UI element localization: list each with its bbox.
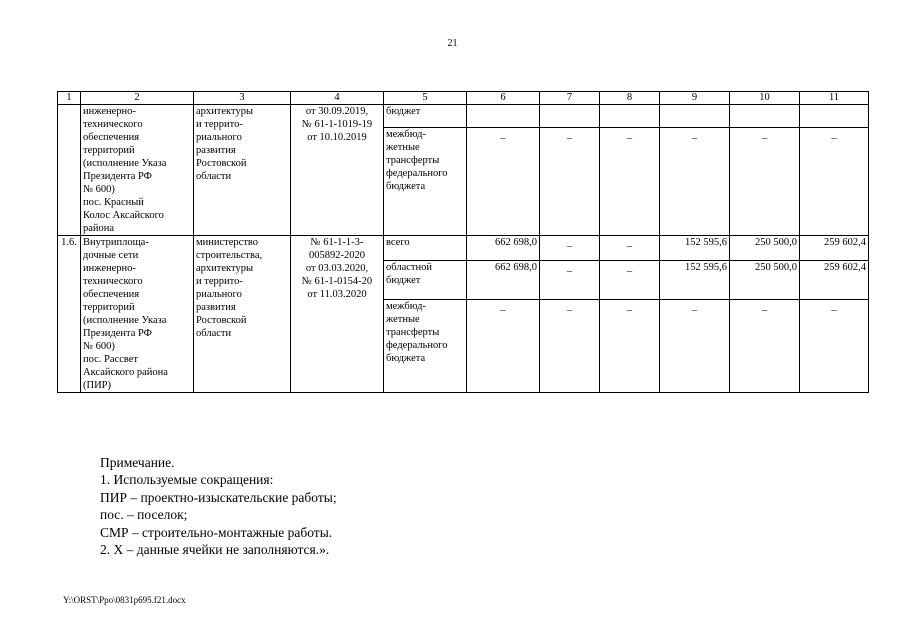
text-line: строительства, (196, 250, 263, 261)
value-cell: 250 500,0 (730, 261, 800, 299)
text-line: межбюд- (386, 128, 426, 140)
text-line: Ростовской (196, 158, 247, 169)
text-line: области (196, 171, 232, 182)
object-name (83, 105, 191, 235)
text-line: пос. Рассвет (83, 354, 139, 365)
text-line: Аксайского района (83, 367, 168, 378)
column-header: 3 (194, 92, 291, 105)
notes-title: Примечание. (100, 455, 175, 470)
text-line: от 03.03.2020, (305, 263, 369, 274)
row-number-cell: 1.6. (58, 236, 81, 393)
text-line: инженерно- (83, 263, 136, 274)
text-line: Колос Аксайского (83, 210, 164, 221)
text-line: архитектуры (196, 106, 253, 117)
note-line: 2. X – данные ячейки не заполняются.». (100, 542, 330, 558)
value-cell (600, 105, 660, 128)
funding-source (386, 128, 464, 193)
document-ref (293, 105, 381, 144)
text-line: № 600) (83, 184, 115, 195)
text-line: межбюд- (386, 300, 426, 312)
funding-source (386, 261, 464, 287)
value-cell: – (600, 261, 660, 299)
text-line: (исполнение Указа (83, 315, 167, 326)
text-line: развития (196, 302, 236, 313)
document-ref (293, 236, 381, 301)
text-line: Внутриплоща- (83, 237, 149, 248)
value-cell: – (730, 299, 800, 392)
object-name-cell (81, 105, 194, 236)
file-path-footer: Y:\ORST\Ppo\0831p695.f21.docx (63, 595, 186, 605)
text-line: федерального (386, 339, 448, 351)
text-line: Ростовской (196, 315, 247, 326)
executor-cell (194, 105, 291, 236)
text-line: от 11.03.2020 (307, 289, 367, 300)
funding-source-cell (384, 105, 467, 128)
value-cell: – (660, 299, 730, 392)
text-line: дочные сети (83, 250, 139, 261)
text-line: № 600) (83, 341, 115, 352)
value-cell: – (800, 299, 869, 392)
text-line: жетные (386, 141, 420, 153)
text-line: № 61-1-0154-20 (301, 276, 373, 287)
text-line: областной (386, 262, 432, 274)
text-line: бюджет (386, 275, 421, 287)
funding-source (386, 300, 464, 365)
value-cell: – (540, 236, 600, 261)
object-name (83, 236, 191, 392)
note-line: ПИР – проектно-изыскательские работы; (100, 489, 337, 505)
table-row (58, 105, 869, 128)
text-line: обеспечения (83, 132, 140, 143)
value-cell: – (600, 299, 660, 392)
column-header: 1 (58, 92, 81, 105)
text-line: риального (196, 289, 242, 300)
column-header: 9 (660, 92, 730, 105)
value-cell: – (800, 127, 869, 235)
column-header: 8 (600, 92, 660, 105)
text-line: развития (196, 145, 236, 156)
text-line: архитектуры (196, 263, 253, 274)
text-line: технического (83, 119, 143, 130)
text-line: федерального (386, 167, 448, 179)
value-cell: 259 602,4 (800, 236, 869, 261)
column-header: 4 (291, 92, 384, 105)
text-line: технического (83, 276, 143, 287)
text-line: бюджета (386, 180, 426, 192)
page-number: 21 (447, 38, 458, 49)
column-header: 5 (384, 92, 467, 105)
text-line: пос. Красный (83, 197, 144, 208)
text-line: и террито- (196, 276, 243, 287)
text-line: района (83, 223, 115, 234)
value-cell: 259 602,4 (800, 261, 869, 299)
text-line: трансферты (386, 326, 440, 338)
text-line: риального (196, 132, 242, 143)
text-line: Президента РФ (83, 171, 152, 182)
text-line: трансферты (386, 154, 440, 166)
text-line: (ПИР) (83, 380, 111, 391)
text-line: области (196, 328, 232, 339)
executor (196, 236, 288, 340)
funding-source-cell (384, 261, 467, 299)
value-cell: 662 698,0 (467, 261, 540, 299)
value-cell: – (467, 299, 540, 392)
executor-cell (194, 236, 291, 393)
text-line: инженерно- (83, 106, 136, 117)
funding-source-cell (384, 236, 467, 261)
funding-source-cell (384, 127, 467, 235)
text-line: № 61-1-1019-19 (301, 119, 373, 130)
document-cell (291, 105, 384, 236)
text-line: жетные (386, 313, 420, 325)
value-cell: 152 595,6 (660, 261, 730, 299)
text-line: от 30.09.2019, (305, 106, 369, 117)
note-line: пос. – поселок; (100, 507, 188, 523)
note-line: СМР – строительно-монтажные работы. (100, 524, 333, 540)
text-line: № 61-1-1-3- (310, 237, 364, 248)
value-cell: – (467, 127, 540, 235)
text-line: от 10.10.2019 (307, 132, 367, 143)
text-line: обеспечения (83, 289, 140, 300)
value-cell: – (540, 127, 600, 235)
executor (196, 105, 288, 183)
value-cell (540, 105, 600, 128)
table-body (58, 92, 869, 393)
value-cell: 152 595,6 (660, 236, 730, 261)
text-line: Президента РФ (83, 328, 152, 339)
value-cell (730, 105, 800, 128)
funding-source (386, 105, 464, 118)
note-line: 1. Используемые сокращения: (100, 472, 274, 488)
text-line: территорий (83, 145, 135, 156)
value-cell (800, 105, 869, 128)
row-number-cell (58, 105, 81, 236)
value-cell: – (540, 299, 600, 392)
value-cell: – (600, 127, 660, 235)
table-row (58, 236, 869, 261)
value-cell: – (540, 261, 600, 299)
funding-source-cell (384, 299, 467, 392)
budget-table (57, 91, 869, 393)
value-cell (660, 105, 730, 128)
text-line: (исполнение Указа (83, 158, 167, 169)
funding-source (386, 236, 464, 249)
value-cell: – (600, 236, 660, 261)
value-cell: 662 698,0 (467, 236, 540, 261)
value-cell (467, 105, 540, 128)
value-cell: – (730, 127, 800, 235)
text-line: территорий (83, 302, 135, 313)
column-header: 2 (81, 92, 194, 105)
column-header: 11 (800, 92, 869, 105)
value-cell: 250 500,0 (730, 236, 800, 261)
text-line: министерство (196, 237, 259, 248)
text-line: бюджет (386, 106, 421, 117)
document-cell (291, 236, 384, 393)
text-line: всего (386, 237, 410, 248)
column-header: 7 (540, 92, 600, 105)
column-header: 6 (467, 92, 540, 105)
text-line: бюджета (386, 352, 426, 364)
object-name-cell (81, 236, 194, 393)
header-row (58, 92, 869, 105)
text-line: и террито- (196, 119, 243, 130)
value-cell: – (660, 127, 730, 235)
column-header: 10 (730, 92, 800, 105)
notes (100, 454, 337, 558)
text-line: 005892-2020 (309, 250, 365, 261)
